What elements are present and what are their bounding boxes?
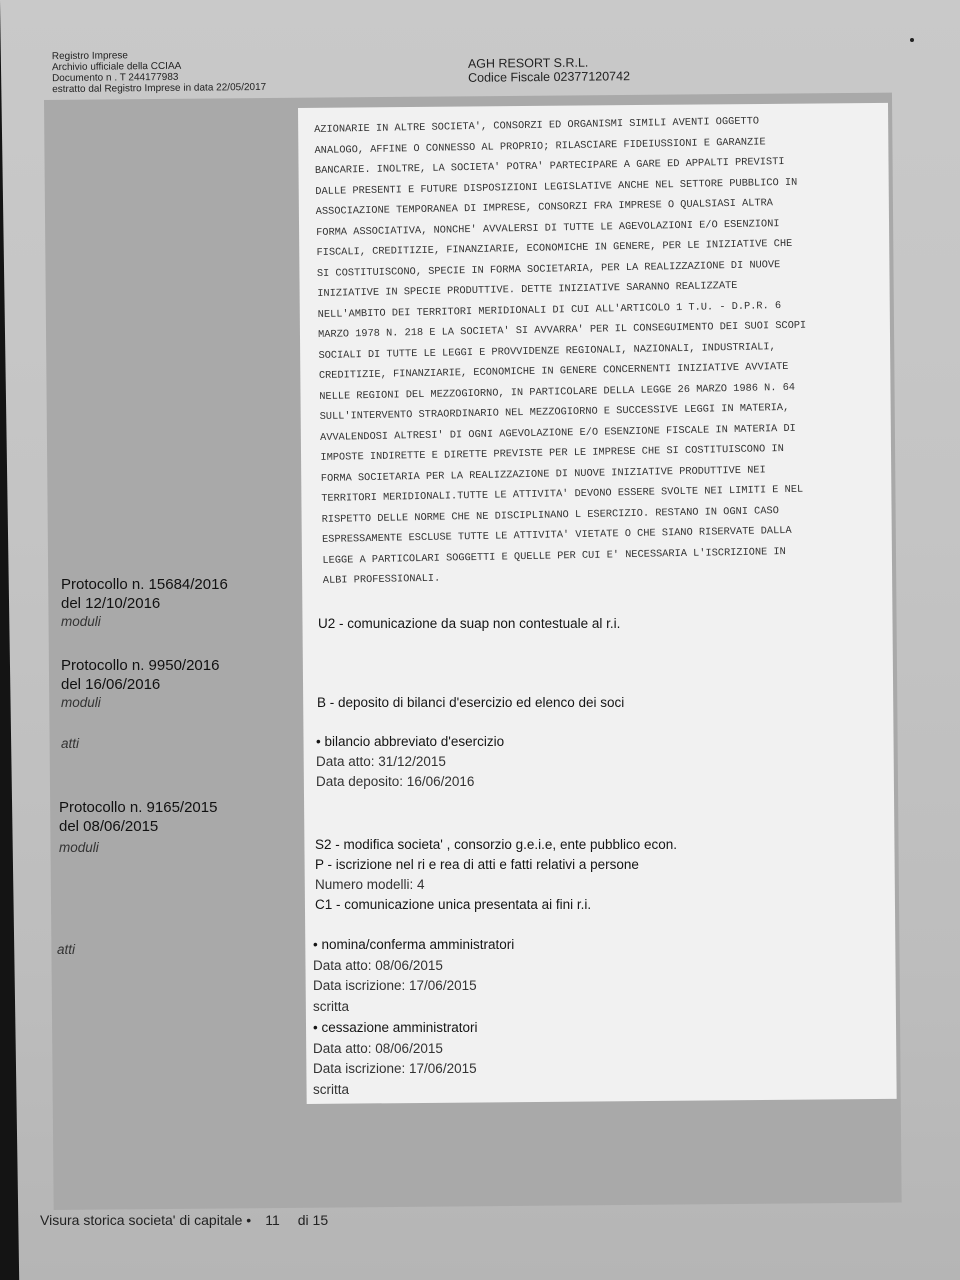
atto-date: Data atto: 08/06/2015	[313, 1040, 443, 1056]
protocol-date: del 16/06/2016	[61, 676, 161, 693]
text-line: SOCIALI DI TUTTE LE LEGGI E PROVVIDENZE REGIONALI, NAZIONALI, INDUSTRIALI,	[318, 340, 776, 362]
atto-title: • cessazione amministratori	[313, 1019, 478, 1035]
text-line: NELLE REGIONI DEL MEZZOGIORNO, IN PARTICOLARE DELLA LEGGE 26 MARZO 1986 N. 64	[319, 381, 796, 403]
atto-registration-date: Data iscrizione: 17/06/2015	[313, 1061, 477, 1077]
moduli-label: moduli	[61, 695, 101, 710]
text-line: AZIONARIE IN ALTRE SOCIETA', CONSORZI ED ORGANISMI SIMILI AVENTI OGGETTO	[314, 115, 760, 136]
text-line: SI COSTITUISCONO, SPECIE IN FORMA SOCIETARIA, PER LA REALIZZAZIONE DI NUOVE	[316, 258, 781, 280]
text-line: BANCARIE. INOLTRE, LA SOCIETA' POTRA' PARTECIPARE A GARE ED APPALTI PREVISTI	[314, 155, 785, 177]
text-line: RISPETTO DELLE NORME CHE NE DISCIPLINANO L ESERCIZIO. RESTANO IN OGNI CASO	[321, 504, 779, 526]
atto-title: • nomina/conferma amministratori	[313, 937, 515, 952]
atto-form: scritta	[313, 1081, 350, 1097]
text-line: LEGGE A PARTICOLARI SOGGETTI E QUELLE PER CUI E' NECESSARIA L'ISCRIZIONE IN	[322, 545, 786, 567]
protocol-heading	[59, 798, 217, 836]
protocol-number: Protocollo n. 9165/2015	[59, 799, 218, 816]
registry-header-line: Registro Imprese	[51, 50, 129, 63]
modulo-entry: C1 - comunicazione unica presentata ai fini r.i.	[315, 897, 592, 912]
atto-date: Data atto: 08/06/2015	[313, 957, 443, 973]
modulo-entry: B - deposito di bilanci d'esercizio ed elenco dei soci	[317, 695, 625, 710]
company-header	[468, 55, 630, 85]
fiscal-code: Codice Fiscale 02377120742	[468, 69, 631, 85]
atto-form: scritta	[313, 999, 350, 1015]
moduli-label: moduli	[59, 840, 99, 855]
registry-header-line: estratto dal Registro Imprese in data 22/05/2017	[52, 81, 267, 96]
protocol-number: Protocollo n. 15684/2016	[61, 576, 228, 593]
registry-header-line: Archivio ufficiale della CCIAA	[51, 60, 182, 74]
atti-list	[316, 732, 504, 792]
text-line: SULL'INTERVENTO STRAORDINARIO NEL MEZZOGIORNO E SUCCESSIVE LEGGI IN MATERIA,	[319, 401, 790, 423]
text-line: ANALOGO, AFFINE O CONNESSO AL PROPRIO; RILASCIARE FIDEIUSSIONI E GARANZIE	[314, 135, 766, 157]
moduli-label: moduli	[61, 614, 101, 629]
atto-date: Data atto: 31/12/2015	[316, 754, 446, 769]
protocol-heading	[61, 656, 219, 694]
company-name: AGH RESORT S.R.L.	[467, 55, 589, 71]
text-line: TERRITORI MERIDIONALI.TUTTE LE ATTIVITA' DEVONO ESSERE SVOLTE NEI LIMITI E NEL	[321, 483, 804, 505]
protocol-heading	[61, 575, 228, 613]
atti-label: atti	[61, 736, 80, 751]
page-footer	[40, 1212, 328, 1228]
atto-title: • bilancio abbreviato d'esercizio	[316, 734, 505, 749]
atti-list	[313, 935, 514, 1101]
text-line: NELL'AMBITO DEI TERRITORI MERIDIONALI DI CUI ALL'ARTICOLO 1 T.U. - D.P.R. 6	[317, 299, 782, 321]
text-line: IMPOSTE INDIRETTE E DIRETTE PREVISTE PER LE IMPRESE CHE SI COSTITUISCONO IN	[320, 443, 784, 464]
protocol-number: Protocollo n. 9950/2016	[61, 657, 220, 674]
page-total: di 15	[297, 1212, 329, 1228]
text-line: ESPRESSAMENTE ESCLUSE TUTTE LE ATTIVITA' VIETATE O CHE SIANO RISERVATE DALLA	[321, 524, 792, 546]
object-text-block	[314, 109, 893, 591]
modules-count: Numero modelli: 4	[315, 877, 425, 892]
modulo-entry: P - iscrizione nel ri e rea di atti e fatti relativi a persone	[315, 857, 639, 872]
page-number: 11	[265, 1212, 280, 1228]
text-line: FORMA ASSOCIATIVA, NONCHE' AVVALERSI DI TUTTE LE AGEVOLAZIONI E/O ESENZIONI	[316, 217, 780, 239]
text-line: FISCALI, CREDITIZIE, FINANZIARIE, ECONOMICHE IN GENERE, PER LE INIZIATIVE CHE	[316, 237, 793, 259]
text-line: ASSOCIAZIONE TEMPORANEA DI IMPRESE, CONSORZI FRA IMPRESE O QUALSIASI ALTRA	[315, 197, 774, 218]
atto-registration-date: Data iscrizione: 17/06/2015	[313, 978, 477, 994]
document-title: Visura storica societa' di capitale •	[40, 1212, 252, 1228]
speck	[910, 38, 914, 42]
registry-header-line: Documento n . T 244177983	[52, 71, 179, 85]
text-line: AVVALENDOSI ALTRESI' DI OGNI AGEVOLAZIONE E/O ESENZIONE FISCALE IN MATERIA DI	[319, 422, 796, 444]
text-line: ALBI PROFESSIONALI.	[322, 572, 441, 587]
atto-deposit-date: Data deposito: 16/06/2016	[316, 774, 475, 789]
registry-header	[52, 49, 266, 95]
text-line: FORMA SOCIETARIA PER LA REALIZZAZIONE DI NUOVE INIZIATIVE PRODUTTIVE NEI	[320, 463, 766, 485]
protocol-date: del 08/06/2015	[59, 818, 159, 835]
modulo-entry: U2 - comunicazione da suap non contestuale al r.i.	[318, 616, 621, 631]
modulo-entry: S2 - modifica societa' , consorzio g.e.i.e, ente pubblico econ.	[315, 837, 678, 852]
protocol-date: del 12/10/2016	[61, 595, 161, 612]
moduli-list	[315, 835, 677, 915]
atti-label: atti	[57, 942, 76, 957]
text-line: INIZIATIVE IN SPECIE PRODUTTIVE. DETTE INIZIATIVE SARANNO REALIZZATE	[317, 279, 738, 300]
text-line: MARZO 1978 N. 218 E LA SOCIETA' SI AVVARRA' PER IL CONSEGUIMENTO DEI SUOI SCOPI	[318, 319, 807, 341]
text-line: CREDITIZIE, FINANZIARIE, ECONOMICHE IN GENERE CONCERNENTI INIZIATIVE AVVIATE	[318, 360, 789, 382]
text-line: DALLE PRESENTI E FUTURE DISPOSIZIONI LEGISLATIVE ANCHE NEL SETTORE PUBBLICO IN	[315, 176, 798, 198]
